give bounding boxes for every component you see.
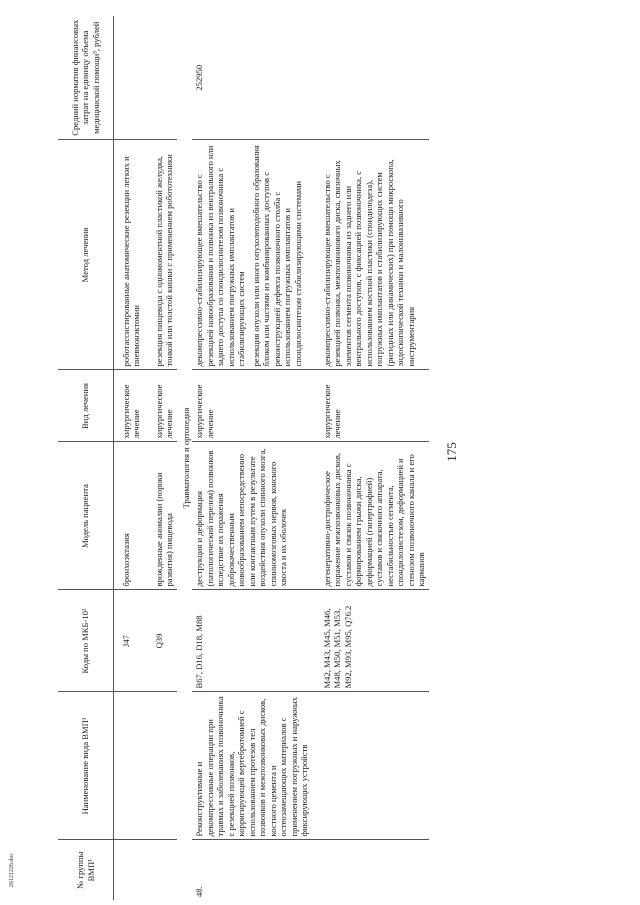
icd-codes-cell: B67, D16, D18, M88 [192, 590, 311, 692]
treatment-kind-cell: хирургическое лечение [320, 370, 429, 442]
vmp-name-cell: Реконструктивные и декомпрессивные операции при травмах и заболеваниях позвоночника с резекцией позвонков, корригирующей вертебротомией с использованием протезов тел позвонков и межпозвонковых дисков, костного цемента и остеозамещающих материалов с применением погружных и наружных фиксирующих устройств [192, 692, 311, 840]
page-number: 175 [444, 442, 459, 462]
rotated-table-sheet [58, 16, 628, 900]
icd-codes-cell: Q39 [152, 590, 177, 692]
section-title-row [177, 16, 192, 900]
patient-model-cell: врожденные аномалии (пороки развития) пищевода [152, 442, 177, 590]
cost-cell [152, 16, 177, 140]
treatment-kind-cell: хирургическое лечение [119, 370, 144, 442]
treatment-method-text: резекция опухоли или иного опухолеподобного образования блоком или частями из комбинированных доступов с реконструкцией дефекта позвоночного столба с использованием погружных имплантатов и спондилосинтезом стабилизирующими системами [250, 145, 303, 367]
treatment-method-cell: декомпрессивно-стабилизирующее вмешательство с резекцией позвонка, межпозвонкового диска, связочных элементов сегмента позвоночника из заднего или вентрального доступов, с фиксацией позвоночника, с использованием костной пластики (спондилодеза), погружных имплантатов и стабилизирующих систем (ригидных или динамических) при помощи микроскопа, эндоскопической техники и малоинвазивного инструментария [320, 140, 429, 370]
header-patient-model: Модель пациента [58, 442, 114, 590]
treatment-kind-cell: хирургическое лечение [192, 370, 311, 442]
treatment-method-cell [192, 140, 311, 370]
treatment-method-text: декомпрессивно-стабилизирующее вмешательство с резекцией новообразования и позвонка из вентрального или заднего доступа со спондилосинтезом позвоночника с использованием погружных имплантатов и стабилизирующих систем [194, 145, 247, 367]
cost-cell [320, 16, 429, 140]
treatment-method-cell: роботассистированные анатомические резекции легких и пневмонэктомии [119, 140, 144, 370]
header-vmp-name: Наименование вида ВМП¹ [58, 692, 114, 840]
vmp-name-cell [119, 692, 144, 840]
treatment-method-cell: резекция пищевода с одномоментной пластикой желудка, тонкой или толстой кишки с применением робототехники [152, 140, 177, 370]
vmp-name-cell [152, 692, 177, 840]
header-treatment-kind: Вид лечения [58, 370, 114, 442]
patient-model-cell: деструкция и деформация (патологический перелом) позвонков вследствие их поражения доброкачественным новообразованием непосредственно или контактным путем в результате воздействия опухоли спинного мозга, спинномозговых нервов, конского хвоста и их оболочек [192, 442, 311, 590]
icd-codes-cell: J47 [119, 590, 144, 692]
header-group-number: № группы ВМП¹ [58, 840, 114, 900]
vmp-name-cell [320, 692, 429, 840]
icd-codes-cell: M42, M43, M45, M46, M48, M50, M51, M53, M92, M93, M95, Q76.2 [320, 590, 429, 692]
group-number-cell: 48. [194, 886, 205, 897]
cost-cell: 252950 [192, 16, 311, 140]
table-row [119, 16, 144, 900]
table-row [320, 16, 429, 900]
document-filename: 26121226.doc [9, 852, 15, 888]
table-header-row [58, 16, 114, 900]
group-number-cell [152, 840, 177, 900]
vmp-table [58, 16, 429, 900]
treatment-kind-cell: хирургическое лечение [152, 370, 177, 442]
spacer-row [312, 16, 320, 900]
table-row [192, 16, 311, 900]
group-number-cell [320, 840, 429, 900]
table-row [152, 16, 177, 900]
section-title: Травматология и ортопедия [180, 407, 191, 509]
header-treatment-method: Метод лечения [58, 140, 114, 370]
cost-cell [119, 16, 144, 140]
patient-model-cell: дегенеративно-дистрофическое поражение межпозвонковых дисков, суставов и связок позвоночника с формированием грыжи диска, деформацией (гипертрофией) суставов и связочного аппарата, нестабильностью сегмента, спондилолистезом, деформацией и стенозом позвоночного канала и его карманов [320, 442, 429, 590]
header-icd-codes: Коды по МКБ-10² [58, 590, 114, 692]
group-number-cell [119, 840, 144, 900]
header-cost-standard: Средний норматив финансовых затрат на единицу объема медицинской помощи³, рублей [58, 16, 114, 140]
spacer-row [144, 16, 152, 900]
patient-model-cell: бронхоэктазия [119, 442, 144, 590]
